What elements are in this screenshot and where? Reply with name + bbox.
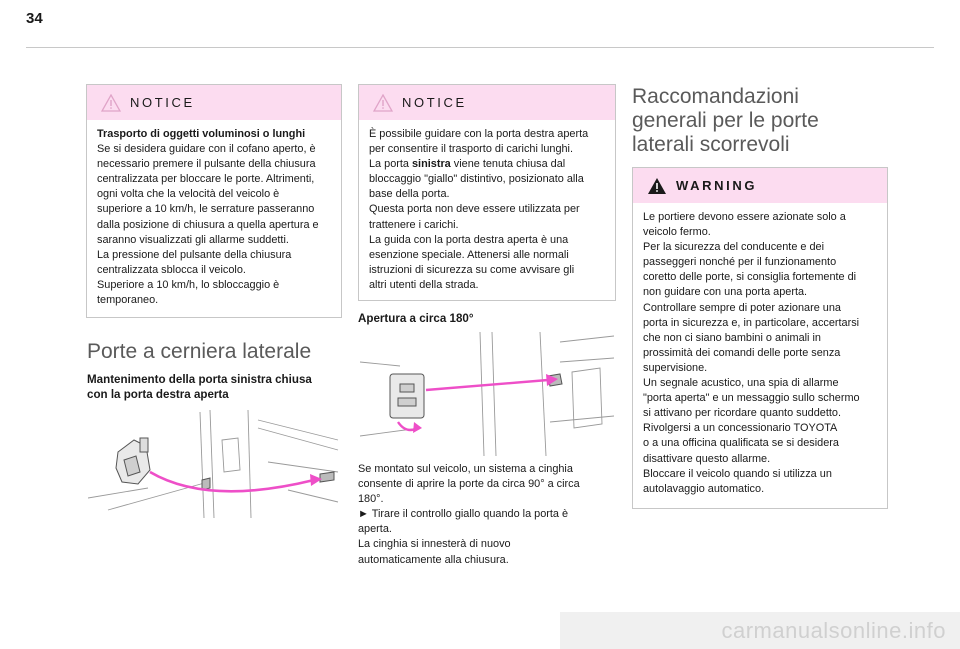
notice-title: Trasporto di oggetti voluminosi o lunghi xyxy=(97,128,306,140)
subtitle-opening-180: Apertura a circa 180° xyxy=(358,312,474,325)
illustration-strap-system xyxy=(360,332,614,456)
text-line: autolavaggio automatico. xyxy=(643,482,765,495)
text-line: passeggeri nonché per il funzionamento xyxy=(643,256,837,269)
notice-header xyxy=(87,85,341,120)
text-line: "porta aperta" e un messaggio sullo schermo xyxy=(643,392,860,405)
title-line: laterali scorrevoli xyxy=(632,133,790,156)
text-line: centralizzata per bloccare le porte. Altrimenti, xyxy=(97,173,315,186)
text-line: centralizzata sblocca il veicolo. xyxy=(97,263,246,276)
title-line: Raccomandazioni xyxy=(632,85,799,108)
header-rule xyxy=(26,47,934,48)
text-line: ogni volta che la velocità del veicolo è xyxy=(97,188,280,201)
subtitle-line: Mantenimento della porta sinistra chiusa xyxy=(87,373,312,386)
text-line: non guidare con una porta aperta. xyxy=(643,286,808,299)
text-line: superiore a 10 km/h, le serrature passeranno xyxy=(97,203,315,216)
subtitle-line: con la porta destra aperta xyxy=(87,388,229,401)
text-line: trattenere i carichi. xyxy=(369,218,459,231)
subtitle-left-door-closed xyxy=(87,372,312,402)
step-line xyxy=(358,507,614,522)
text-line: La cinghia si innesterà di nuovo xyxy=(358,538,511,551)
watermark-text: carmanualsonline.info xyxy=(721,618,946,643)
text-line: Se si desidera guidare con il cofano aperto, è xyxy=(97,143,316,156)
warning-label: WARNING xyxy=(676,178,758,193)
text-line: supervisione. xyxy=(643,361,708,374)
section-title-sliding-doors xyxy=(632,85,819,157)
text-line: Se montato sul veicolo, un sistema a cinghia xyxy=(358,463,573,475)
text-line: o a una officina qualificata se si desidera xyxy=(643,437,839,450)
text-line: Le portiere devono essere azionate solo a xyxy=(643,211,846,223)
text-line: bloccaggio "giallo" distintivo, posizionato alla xyxy=(369,173,584,186)
text-line: La pressione del pulsante della chiusura xyxy=(97,248,292,261)
text-line: altri utenti della strada. xyxy=(369,278,479,291)
watermark-banner xyxy=(560,612,960,649)
text-line: disattivare questo allarme. xyxy=(643,452,771,465)
text-line: consente di aprire la porte da circa 90° a circa xyxy=(358,478,580,491)
warning-triangle-icon xyxy=(373,94,393,112)
text-line: prossimità dei comandi delle porte senza xyxy=(643,346,841,359)
text-line: istruzioni di sicurezza su come avvisare gli xyxy=(369,263,575,276)
text-fragment: La porta xyxy=(369,158,412,171)
section-title-hinged-doors: Porte a cerniera laterale xyxy=(87,340,312,363)
text-line: si attivano per ricordare quanto suddetto. xyxy=(643,407,841,420)
notice-box-middle xyxy=(358,84,616,301)
warning-header xyxy=(633,168,887,203)
text-line: veicolo fermo. xyxy=(643,226,711,239)
text-line: che non ci siano bambini o animali in xyxy=(643,331,821,344)
text-line: Bloccare il veicolo quando si utilizza un xyxy=(643,467,832,480)
page-number: 34 xyxy=(26,10,43,27)
warning-box-right xyxy=(632,167,888,509)
text-line: Questa porta non deve essere utilizzata per xyxy=(369,203,580,216)
text-line: Controllare sempre di poter azionare una xyxy=(643,301,841,314)
warning-body xyxy=(633,203,887,505)
warning-triangle-icon xyxy=(647,177,667,195)
text-fragment: Tirare il controllo giallo quando la porta è xyxy=(368,508,569,521)
text-line xyxy=(369,157,607,172)
bold-word: sinistra xyxy=(412,158,451,171)
text-line: necessario premere il pulsante della chiusura xyxy=(97,158,316,171)
text-line: porta in sicurezza e, in particolare, accertarsi xyxy=(643,316,860,329)
notice-body xyxy=(87,120,341,316)
text-line: La guida con la porta destra aperta è una xyxy=(369,233,569,246)
text-line: È possibile guidare con la porta destra aperta xyxy=(369,128,589,140)
strap-description xyxy=(358,462,614,568)
title-line: generali per le porte xyxy=(632,109,819,132)
text-line: esenzione speciale. Attenersi alle normali xyxy=(369,248,569,261)
text-line: coretto delle porte, si consiglia fortemente di xyxy=(643,271,857,284)
text-line: Rivolgersi a un concessionario TOYOTA xyxy=(643,422,838,435)
notice-label: NOTICE xyxy=(130,95,195,110)
warning-triangle-icon xyxy=(101,94,121,112)
text-line: saranno visualizzati gli allarme suddetti. xyxy=(97,233,289,246)
text-line: dalla posizione di chiusura a quella apertura e xyxy=(97,218,319,231)
text-line: Per la sicurezza del conducente e dei xyxy=(643,241,825,254)
text-line: per consentire il trasporto di carichi lunghi. xyxy=(369,143,573,156)
notice-box-left xyxy=(86,84,342,318)
text-line: 180°. xyxy=(358,493,384,506)
text-line: automaticamente alla chiusura. xyxy=(358,553,509,566)
text-line: Un segnale acustico, una spia di allarme xyxy=(643,377,839,390)
text-line: Superiore a 10 km/h, lo sbloccaggio è xyxy=(97,278,280,291)
illustration-door-latch xyxy=(88,410,340,518)
notice-label: NOTICE xyxy=(402,95,467,110)
text-fragment: viene tenuta chiusa dal xyxy=(450,158,566,171)
notice-header xyxy=(359,85,615,120)
text-line: base della porta. xyxy=(369,188,450,201)
text-line: temporaneo. xyxy=(97,294,159,307)
text-line: aperta. xyxy=(358,523,392,536)
step-arrow-icon: ► xyxy=(358,508,369,521)
notice-body xyxy=(359,120,615,301)
